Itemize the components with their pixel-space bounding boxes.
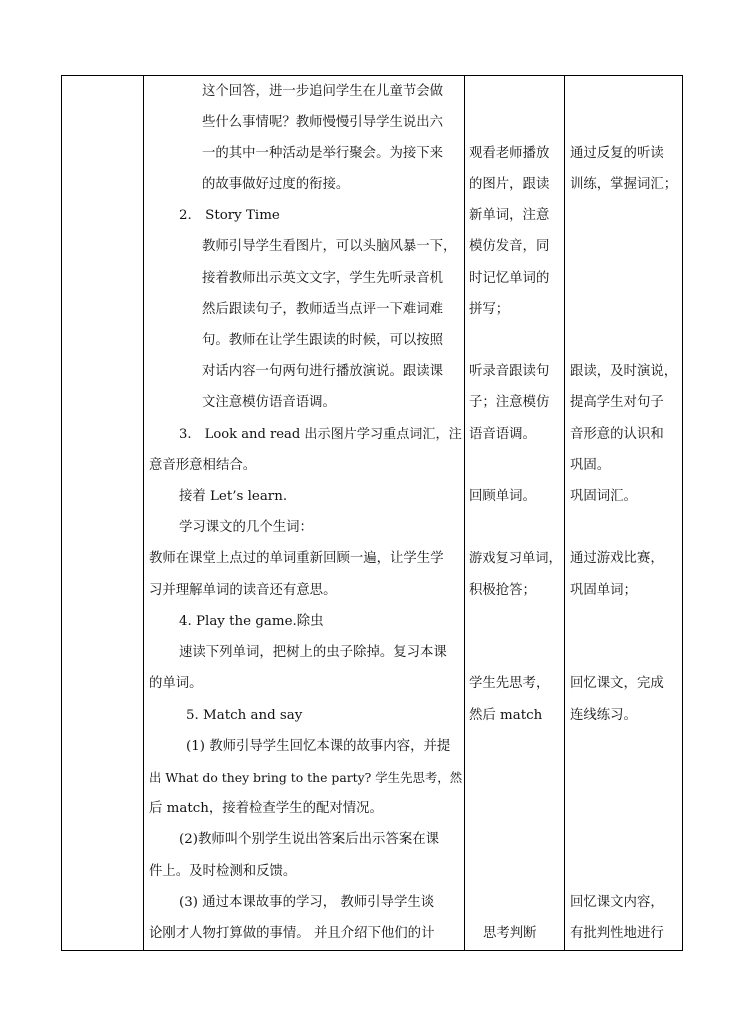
text-line: 通过反复的听读: [570, 146, 664, 161]
text-line: 模仿发音，同: [469, 239, 550, 254]
text-line: 观看老师播放: [469, 146, 550, 161]
text-line: 教师引导学生看图片，可以头脑风暴一下，: [202, 239, 457, 254]
section-heading: 4. Play the game.除虫: [179, 614, 324, 629]
text-line: 这个回答，进一步追问学生在儿童节会做: [202, 84, 444, 99]
text-line: 巩固。: [570, 458, 611, 473]
text-line: 对话内容一句两句进行播放演说。跟读课: [202, 364, 444, 379]
text-line: 提高学生对句子: [570, 395, 664, 410]
text-line: (3) 通过本课故事的学习， 教师引导学生谈: [179, 895, 435, 910]
text-line: 连线练习。: [570, 708, 637, 723]
section-heading: 2. Story Time: [179, 208, 280, 223]
text-line: 然后跟读句子，教师适当点评一下难词难: [202, 302, 444, 317]
text-line: 出 What do they bring to the party? 学生先思考，然: [149, 770, 463, 785]
text-line: 回顾单词。: [469, 489, 536, 504]
text-line: 然后 match: [469, 708, 543, 723]
text-line: 论刚才人物打算做的事情。 并且介绍下他们的计: [149, 926, 435, 941]
text-line: 些什么事情呢？教师慢慢引导学生说出六: [202, 115, 444, 130]
text-line: 子；注意模仿: [469, 395, 550, 410]
student-activity-cell: [465, 76, 564, 950]
text-line: 巩固词汇。: [570, 489, 637, 504]
text-line: 拼写；: [469, 302, 510, 317]
text-line: 意音形意相结合。: [149, 458, 257, 473]
teacher-activity-cell: [144, 76, 464, 950]
text-line: 有批判性地进行: [570, 926, 664, 941]
section-heading: 5. Match and say: [186, 708, 303, 723]
text-line: 习并理解单词的读音还有意思。: [149, 583, 337, 598]
text-line: 的故事做好过度的衔接。: [202, 177, 350, 192]
text-line: 新单词，注意: [469, 208, 550, 223]
text-line: 后 match，接着检查学生的配对情况。: [149, 801, 383, 816]
lesson-table: [61, 75, 683, 951]
text-line: 件上。及时检测和反馈。: [149, 864, 297, 879]
text-line: 速读下列单词，把树上的虫子除掉。复习本课: [179, 645, 447, 660]
text-line: 通过游戏比赛，: [570, 551, 664, 566]
text-line: 训练，掌握词汇；: [570, 177, 678, 192]
text-line: (2)教师叫个别学生说出答案后出示答案在课: [179, 832, 439, 847]
text-line: 语音语调。: [469, 427, 536, 442]
text-line: 一的其中一种活动是举行聚会。为接下来: [202, 146, 444, 161]
text-line: 的图片，跟读: [469, 177, 550, 192]
text-line: 句。教师在让学生跟读的时候，可以按照: [202, 333, 444, 348]
text-line: 积极抢答；: [469, 583, 536, 598]
text-line: 巩固单词；: [570, 583, 637, 598]
text-line: 文注意模仿语音语调。: [202, 395, 336, 410]
text-line: 学习课文的几个生词：: [179, 520, 313, 535]
text-line: 接着 Let’s learn.: [179, 489, 288, 504]
design-intent-cell: [565, 76, 683, 950]
text-line: (1) 教师引导学生回忆本课的故事内容，并提: [186, 739, 451, 754]
text-line: 学生先思考，: [469, 676, 550, 691]
text-line: 教师在课堂上点过的单词重新回顾一遍，让学生学: [149, 551, 444, 566]
text-line: 时记忆单词的: [469, 271, 550, 286]
text-line: 思考判断: [483, 926, 537, 941]
text-line: 的单词。: [149, 676, 203, 691]
text-line: 音形意的认识和: [570, 427, 664, 442]
text-line: 回忆课文，完成: [570, 676, 664, 691]
text-line: 听录音跟读句: [469, 364, 550, 379]
text-line: 接着教师出示英文文字，学生先听录音机: [202, 271, 444, 286]
first-column-cell: [62, 76, 143, 950]
section-heading: 3. Look and read 出示图片学习重点词汇，注: [179, 427, 462, 442]
text-line: 跟读，及时演说，: [570, 364, 678, 379]
text-line: 回忆课文内容，: [570, 895, 664, 910]
text-line: 游戏复习单词，: [469, 551, 562, 566]
